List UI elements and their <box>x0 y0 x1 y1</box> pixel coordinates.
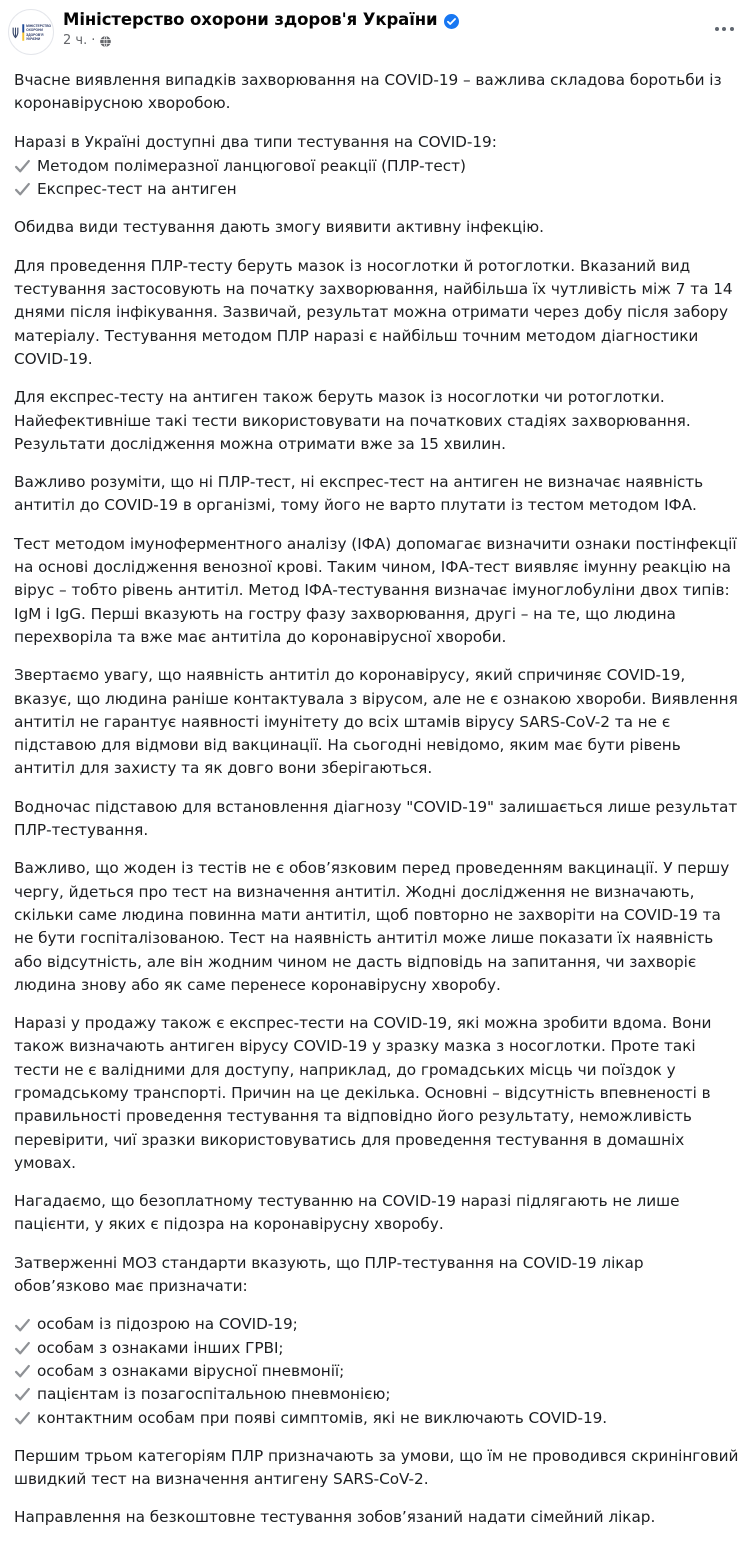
post-header <box>0 0 755 59</box>
avatar[interactable] <box>8 9 54 55</box>
meta-separator: · <box>91 33 96 48</box>
paragraph-1: Вчасне виявлення випадків захворювання на COVID-19 – важлива складова боротьби із коронавірусною хворобою. <box>14 71 722 113</box>
ministry-of-health-ukraine-logo <box>11 24 50 40</box>
post-more-options-button[interactable] <box>707 18 741 40</box>
check-mark-icon <box>14 1360 34 1383</box>
logo-line-4: УКРАЇНИ <box>25 36 40 40</box>
pcr-indications-list <box>14 1313 739 1429</box>
paragraph-3: Обидва види тестування дають змогу виявити активну інфекцію. <box>14 218 544 237</box>
check-mark-icon <box>14 155 34 178</box>
list-item-label: пацієнтам із позагоспітальною пневмонією; <box>37 1385 391 1404</box>
list-item <box>14 1383 739 1406</box>
list-item-label: Експрес-тест на антиген <box>37 180 237 199</box>
ellipsis-dot-3 <box>730 27 734 31</box>
paragraph-5: Для експрес-тесту на антиген також беруть мазок із носоглотки чи ротоглотки. Найефективніше такі тести використовувати на початкових стадіях захворювання. Результати дослідження можна отримати вже за 15 хвилин. <box>14 388 691 453</box>
paragraph-7: Тест методом імуноферментного аналізу (ІФА) допомагає визначити ознаки постінфекції на основі дослідження венозної крові. Таким чином, ІФА-тест виявляє імунну реакцію на вірус – тобто рівень антитіл. Метод ІФА-тестування визначає імуноглобуліни двох типів: IgM і IgG. Перші вказують на гостру фазу захворювання, другі – на те, що людина перехворіла та вже має антитіла до коронавірусної хвороби. <box>14 534 737 646</box>
post-timestamp[interactable]: 2 ч. <box>63 33 88 48</box>
paragraph-6: Важливо розуміти, що ні ПЛР-тест, ні експрес-тест на антиген не визначає наявність антитіл до COVID-19 в організмі, тому його не варто плутати із тестом методом ІФА. <box>14 473 704 515</box>
logo-line-2: ОХОРОНИ <box>25 27 43 32</box>
list-item-label: особам з ознаками вірусної пневмонії; <box>37 1361 345 1380</box>
list-item-label: контактним особам при появі симптомів, які не виключають COVID-19. <box>37 1408 608 1427</box>
paragraph-11: Наразі у продажу також є експрес-тести на COVID-19, які можна зробити вдома. Вони також визначають антиген вірусу COVID-19 у зразку мазка з носоглотки. Проте такі тести не є валідними для доступу, наприклад, до громадських місць чи поїздок у громадському транспорті. Причин на це декілька. Основні – відсутність впевненості в правильності проведення тестування та відповідно його результату, неможливість перевірити, чиї зразки використовуватись для проведення тестування в домашніх умовах. <box>14 1014 712 1172</box>
list-item <box>14 1313 739 1336</box>
logo-line-1: МІНІСТЕРСТВО <box>25 23 51 28</box>
list-item-label: Методом полімеразної ланцюгової реакції (ПЛР-тест) <box>37 156 466 175</box>
logo-text <box>26 24 51 40</box>
list-item <box>14 155 739 178</box>
page-name[interactable]: Міністерство охорони здоров'я України <box>63 10 438 29</box>
paragraph-15: Направлення на безкоштовне тестування зобов’язаний надати сімейний лікар. <box>14 1508 656 1527</box>
list-item <box>14 1407 739 1430</box>
paragraph-9: Водночас підставою для встановлення діагнозу "COVID-19" залишається лише результат ПЛР-тестування. <box>14 797 738 840</box>
paragraph-2: Наразі в Україні доступні два типи тестування на COVID-19: <box>14 132 497 151</box>
check-mark-icon <box>14 1407 34 1430</box>
logo-line-3: ЗДОРОВ'Я <box>25 32 44 36</box>
list-item-label: особам із підозрою на COVID-19; <box>37 1315 298 1334</box>
check-mark-icon <box>14 1383 34 1406</box>
globe-public-icon[interactable] <box>99 35 112 48</box>
post-author-meta <box>63 8 459 49</box>
list-item-label: особам з ознаками інших ГРВІ; <box>37 1338 284 1357</box>
paragraph-4: Для проведення ПЛР-тесту беруть мазок із носоглотки й ротоглотки. Вказаний вид тестування застосовують на початку захворювання, найбільша їх чутливість між 7 та 14 днями після інфікування. Зазвичай, результат можна отримати через добу після забору матеріалу. Тестування методом ПЛР наразі є найбільш точним методом діагностики COVID-19. <box>14 256 733 368</box>
page-name-row <box>63 10 459 30</box>
paragraph-10: Важливо, що жоден із тестів не є обов’язковим перед проведенням вакцинації. У першу чергу, йдеться про тест на визначення антитіл. Жодні дослідження не визначають, скільки саме людина повинна мати антитіл, щоб повторно не захворіти на COVID-19 та не бути госпіталізованою. Тест на наявність антитіл може лише показати їх наявність або відсутність, але він жодним чином не дасть відповідь на запитання, чи захворіє людина знову або як саме перенесе коронавірусну хворобу. <box>14 859 730 994</box>
ellipsis-dot-2 <box>722 27 726 31</box>
list-item <box>14 1360 739 1383</box>
logo-accent-bar <box>21 24 23 40</box>
paragraph-12: Нагадаємо, що безоплатному тестуванню на COVID-19 наразі підлягають не лише пацієнти, у яких є підозра на коронавірусну хворобу. <box>14 1192 680 1234</box>
paragraph-13: Затверженні МОЗ стандарти вказують, що ПЛР-тестування на COVID-19 лікар обов’язково має призначати: <box>14 1253 644 1296</box>
list-item <box>14 1337 739 1360</box>
post-message-body <box>0 59 755 1546</box>
post-timestamp-row <box>63 33 459 49</box>
check-mark-icon <box>14 1313 34 1336</box>
check-mark-icon <box>14 1337 34 1360</box>
paragraph-14: Першим трьом категоріям ПЛР призначають за умови, що їм не проводився скринінговий швидкий тест на визначення антигену SARS-CoV-2. <box>14 1446 739 1489</box>
verified-badge-icon <box>444 14 459 29</box>
check-mark-icon <box>14 178 34 201</box>
list-item <box>14 178 739 201</box>
ellipsis-dot-1 <box>715 27 719 31</box>
paragraph-8: Звертаємо увагу, що наявність антитіл до коронавірусу, який спричиняє COVID-19, вказує, що людина раніше контактувала з вірусом, але не є ознакою хвороби. Виявлення антитіл не гарантує наявності імунітету до всіх штамів вірусу SARS-CoV-2 та не є підставою для відмови від вакцинації. На сьогодні невідомо, яким має бути рівень антитіл для захисту та як довго вони зберігаються. <box>14 666 738 778</box>
ukraine-trident-icon <box>11 25 19 39</box>
test-types-list <box>14 155 739 202</box>
